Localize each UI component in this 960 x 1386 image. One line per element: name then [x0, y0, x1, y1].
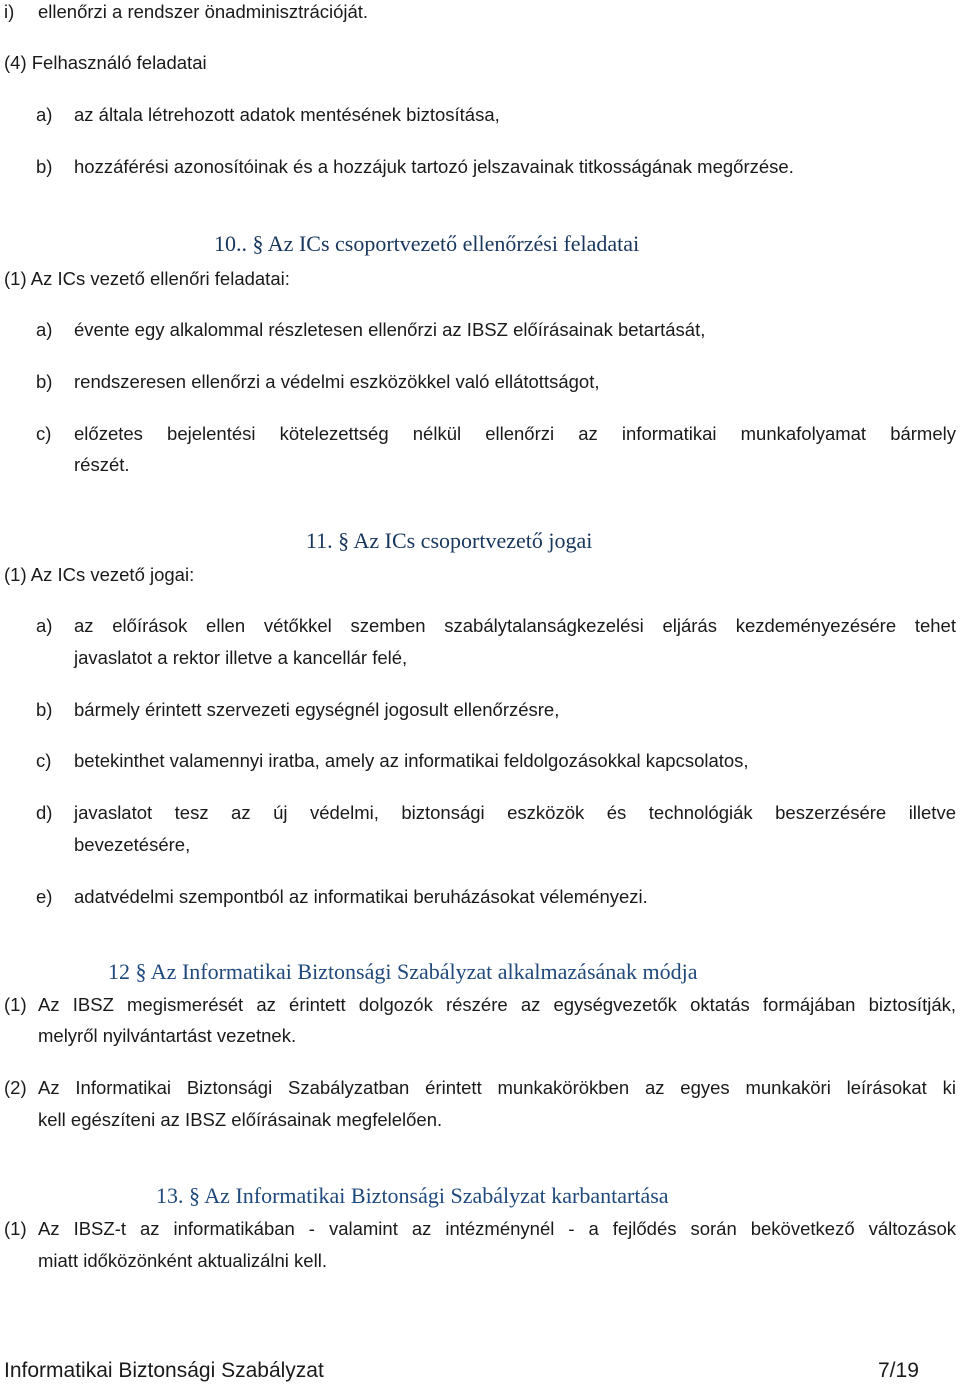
- item-text: az előírások ellen vétőkkel szemben szabálytalanságkezelési eljárás kezdeményezésére tehet: [74, 615, 956, 636]
- section-10-heading: 10.. § Az ICs csoportvezető ellenőrzési feladatai: [214, 231, 640, 256]
- item-text: az általa létrehozott adatok mentésének biztosítása,: [74, 104, 500, 125]
- item-text-continued: bevezetésére,: [74, 834, 191, 855]
- item-text-continued: részét.: [74, 454, 130, 475]
- item-text: bármely érintett szervezeti egységnél jogosult ellenőrzésre,: [74, 699, 560, 720]
- item-text-continued: javaslatot a rektor illetve a kancellár felé,: [74, 647, 408, 668]
- item-label: c): [36, 423, 52, 444]
- item-label: b): [36, 371, 53, 392]
- item-text-continued: melyről nyilvántartást vezetnek.: [38, 1025, 297, 1046]
- paragraph-text: (1) Az ICs vezető ellenőri feladatai:: [4, 268, 290, 289]
- section-12-heading: 12 § Az Informatikai Biztonsági Szabályzat alkalmazásának módja: [108, 959, 698, 984]
- item-text: ellenőrzi a rendszer önadminisztrációját.: [38, 1, 369, 22]
- item-text: betekinthet valamennyi iratba, amely az informatikai feldolgozásokkal kapcsolatos,: [74, 750, 749, 771]
- item-label: a): [36, 319, 53, 340]
- item-text: előzetes bejelentési kötelezettség nélkül ellenőrzi az informatikai munkafolyamat bármely: [74, 423, 956, 444]
- item-text-continued: miatt időközönként aktualizálni kell.: [38, 1250, 327, 1271]
- item-text-continued: kell egészíteni az IBSZ előírásainak megfelelően.: [38, 1109, 443, 1130]
- item-text: javaslatot tesz az új védelmi, biztonsági eszközök és technológiák beszerzésére illetve: [74, 802, 956, 823]
- item-label: (1): [4, 1218, 27, 1239]
- paragraph-text: (4) Felhasználó feladatai: [4, 52, 207, 73]
- item-text: adatvédelmi szempontból az informatikai beruházásokat véleményezi.: [74, 886, 648, 907]
- item-label: a): [36, 104, 53, 125]
- item-text: hozzáférési azonosítóinak és a hozzájuk tartozó jelszavainak titkosságának megőrzése.: [74, 156, 794, 177]
- item-label: i): [4, 1, 15, 22]
- item-text: évente egy alkalommal részletesen ellenőrzi az IBSZ előírásainak betartását,: [74, 319, 706, 340]
- item-text: Az Informatikai Biztonsági Szabályzatban érintett munkakörökben az egyes munkaköri leírásokat ki: [38, 1077, 956, 1098]
- item-text: Az IBSZ-t az informatikában - valamint az intézménynél - a fejlődés során bekövetkező változások: [38, 1218, 956, 1239]
- item-label: d): [36, 802, 53, 823]
- item-label: b): [36, 156, 53, 177]
- item-text: Az IBSZ megismerését az érintett dolgozók részére az egységvezetők oktatás formájában biztosítják,: [38, 994, 956, 1015]
- section-11-heading: 11. § Az ICs csoportvezető jogai: [306, 528, 593, 553]
- item-label: (1): [4, 994, 27, 1015]
- item-label: e): [36, 886, 53, 907]
- item-text: rendszeresen ellenőrzi a védelmi eszközökkel való ellátottságot,: [74, 371, 600, 392]
- item-label: b): [36, 699, 53, 720]
- footer-title: Informatikai Biztonsági Szabályzat: [4, 1359, 324, 1382]
- section-13-heading: 13. § Az Informatikai Biztonsági Szabályzat karbantartása: [156, 1183, 669, 1208]
- paragraph-text: (1) Az ICs vezető jogai:: [4, 564, 195, 585]
- item-label: (2): [4, 1077, 27, 1098]
- footer-page-number: 7/19: [878, 1359, 919, 1382]
- item-label: a): [36, 615, 53, 636]
- item-label: c): [36, 750, 52, 771]
